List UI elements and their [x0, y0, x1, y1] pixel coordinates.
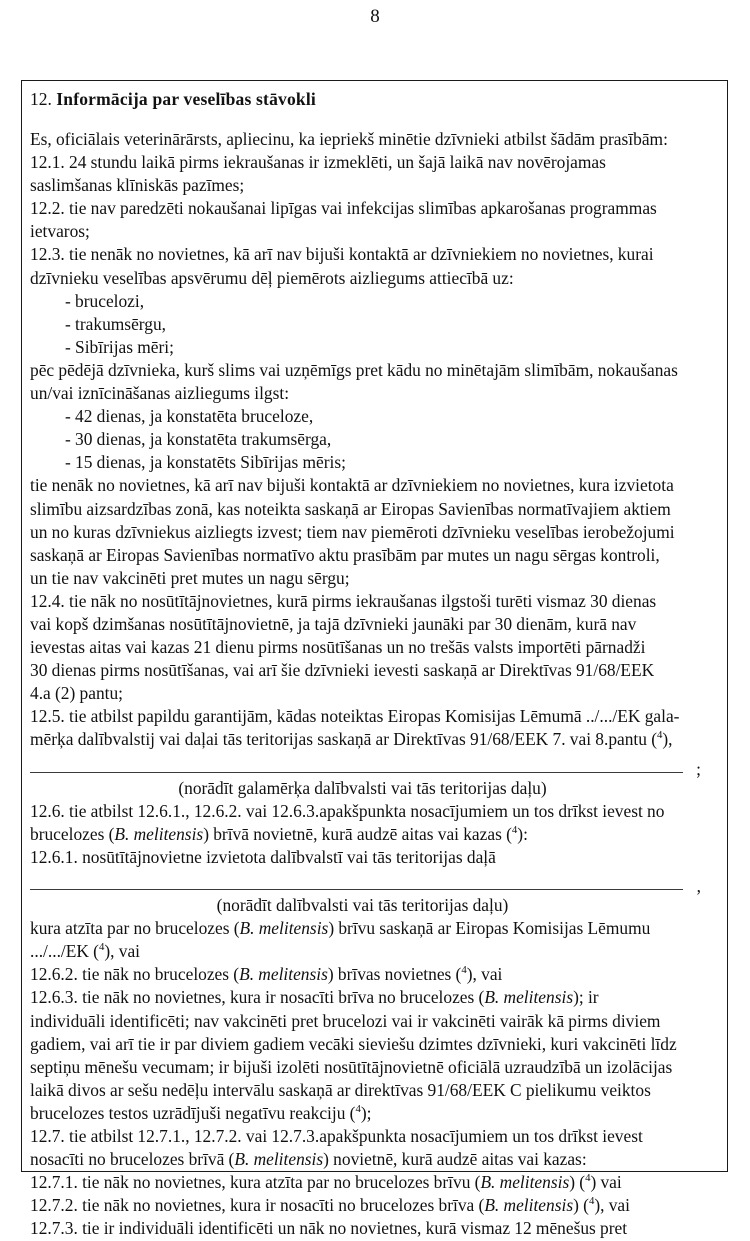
clause-line: vai kopš dzimšanas nosūtītājnovietnē, ja tajā dzīvnieki jaunāki par 30 dienām, kurā nav — [30, 613, 637, 634]
fill-in-caption: (norādīt galamērķa dalībvalsti vai tās teritorijas daļu) — [178, 777, 547, 798]
page-number: 8 — [370, 6, 380, 27]
fill-in-rule-row[interactable] — [29, 871, 721, 894]
clause-line: kura atzīta par no brucelozes (B. melitensis) brīvu saskaņā ar Eiropas Komisijas Lēmumu — [30, 918, 651, 939]
clause-line: 12.1. 24 stundu laikā pirms iekraušanas ir izmeklēti, un šajā laikā nav novērojamas — [30, 152, 606, 173]
clause-line: pēc pēdējā dzīvnieka, kurš slims vai uzņēmīgs pret kādu no minētajām slimībām, nokaušanas — [30, 359, 678, 380]
clause-line: saslimšanas klīniskās pazīmes; — [30, 175, 245, 196]
clause-line: 4.a (2) pantu; — [30, 683, 124, 704]
clause-line: individuāli identificēti; nav vakcinēti pret brucelozi vai ir vakcinēti vairāk kā pirms diviem — [30, 1010, 661, 1031]
section-title: Informācija par veselības stāvokli — [56, 89, 316, 109]
clause-line: 30 dienas pirms nosūtīšanas, vai arī šie dzīvnieki ievesti saskaņā ar Direktīvas 91/68/EEK — [30, 660, 655, 681]
clause-line: un/vai iznīcināšanas aizliegums ilgst: — [30, 383, 290, 404]
clause-line: 12.4. tie nāk no nosūtītājnovietnes, kurā pirms iekraušanas ilgstoši turēti vismaz 30 dienas — [30, 590, 657, 611]
clause-dash-item: - trakumsērgu, — [65, 313, 166, 334]
rule-trailing-punctuation: ; — [696, 758, 701, 779]
fill-in-rule-row[interactable] — [29, 754, 721, 777]
clause-line: .../.../EK ($^4$), vai — [30, 941, 141, 962]
clause-line: 12.6.3. tie nāk no novietnes, kura ir nosacīti brīva no brucelozes (B. melitensis); ir — [30, 987, 599, 1008]
clause-line: laikā divos ar sešu nedēļu intervālu saskaņā ar direktīvas 91/68/EEK C pielikumu veiktos — [30, 1079, 651, 1100]
clause-dash-item: - 30 dienas, ja konstatēta trakumsērga, — [65, 429, 332, 450]
clause-line: 12.5. tie atbilst papildu garantijām, kādas noteiktas Eiropas Komisijas Lēmumā ../.../EK gala- — [30, 706, 680, 727]
fill-in-rule — [30, 889, 683, 890]
clause-line: 12.7. tie atbilst 12.7.1., 12.7.2. vai 12.7.3.apakšpunkta nosacījumiem un tos drīkst ievest — [30, 1126, 643, 1147]
clause-line: septiņu mēnešu vecumam; ir bijuši izolēti nosūtītājnovietnē oficiālā uzraudzībā un izolācijas — [30, 1056, 673, 1077]
section-number: 12. — [30, 89, 52, 109]
clause-line: dzīvnieku veselības apsvērumu dēļ piemērots aizliegums attiecībā uz: — [30, 267, 514, 288]
certificate-body — [29, 128, 721, 1241]
clause-line: mērķa dalībvalstij vai daļai tās teritorijas saskaņā ar Direktīvas 91/68/EEK 7. vai 8.pantu ($^4$), — [30, 729, 673, 750]
clause-line: slimību aizsardzības zonā, kas noteikta saskaņā ar Eiropas Savienības normatīvajiem aktiem — [30, 498, 671, 519]
clause-line: 12.7.1. tie nāk no novietnes, kura atzīta par no brucelozes brīvu (B. melitensis) ($^4$) vai — [30, 1172, 622, 1193]
fill-in-rule — [30, 772, 683, 773]
clause-line: 12.6. tie atbilst 12.6.1., 12.6.2. vai 12.6.3.apakšpunkta nosacījumiem un tos drīkst ievest no — [30, 800, 665, 821]
clause-line: 12.6.2. tie nāk no brucelozes (B. melitensis) brīvas novietnes ($^4$), vai — [30, 964, 503, 985]
clause-dash-item: - 15 dienas, ja konstatēts Sibīrijas mēris; — [65, 452, 346, 473]
clause-line: saskaņā ar Eiropas Savienības normatīvo aktu prasībām par mutes un nagu sērgas kontroli, — [30, 544, 660, 565]
clause-line: nosacīti no brucelozes brīvā (B. melitensis) novietnē, kurā audzē aitas vai kazas: — [30, 1149, 587, 1170]
clause-line: 12.2. tie nav paredzēti nokaušanai lipīgas vai infekcijas slimības apkarošanas programmas — [30, 198, 657, 219]
clause-line: 12.3. tie nenāk no novietnes, kā arī nav bijuši kontaktā ar dzīvniekiem no novietnes, kurai — [30, 244, 654, 265]
clause-line: un tie nav vakcinēti pret mutes un nagu sērgu; — [30, 567, 350, 588]
clause-line: 12.6.1. nosūtītājnovietne izvietota dalībvalstī vai tās teritorijas daļā — [30, 846, 496, 867]
rule-trailing-punctuation: , — [696, 876, 701, 896]
clause-dash-item: - brucelozi, — [65, 290, 145, 311]
clause-line: ievestas aitas vai kazas 21 dienu pirms nosūtīšanas un no trešās valsts importēti pārnadži — [30, 637, 646, 658]
clause-dash-item: - 42 dienas, ja konstatēta bruceloze, — [65, 406, 314, 427]
clause-line: tie nenāk no novietnes, kā arī nav bijuši kontaktā ar dzīvniekiem no novietnes, kura izvietota — [30, 475, 674, 496]
clause-line: Es, oficiālais veterinārārsts, apliecinu, ka iepriekš minētie dzīvnieki atbilst šādām prasībām: — [30, 129, 668, 149]
section-heading — [30, 88, 721, 111]
clause-line: 12.7.3. tie ir individuāli identificēti un nāk no novietnes, kurā vismaz 12 mēnešus pret — [30, 1218, 628, 1239]
clause-line: ietvaros; — [30, 221, 90, 242]
clause-line: brucelozes testos uzrādījuši negatīvu reakciju ($^4$); — [30, 1102, 372, 1123]
clause-line: brucelozes (B. melitensis) brīvā novietnē, kurā audzē aitas vai kazas ($^4$): — [30, 823, 528, 844]
certificate-section-box — [21, 80, 728, 1239]
fill-in-caption: (norādīt dalībvalsti vai tās teritorijas daļu) — [216, 895, 509, 916]
clause-line: gadiem, vai arī tie ir par diviem gadiem vecāki sieviešu dzimtes dzīvnieki, kuri vakcinēti līdz — [30, 1033, 677, 1054]
clause-dash-item: - Sibīrijas mēri; — [65, 336, 174, 357]
clause-line: un no kuras dzīvniekus aizliegts izvest; tiem nav piemēroti dzīvnieku veselības ierobežojumi — [30, 521, 675, 542]
clause-line: 12.7.2. tie nāk no novietnes, kura ir nosacīti no brucelozes brīva (B. melitensis) ($^4$), vai — [30, 1195, 630, 1216]
